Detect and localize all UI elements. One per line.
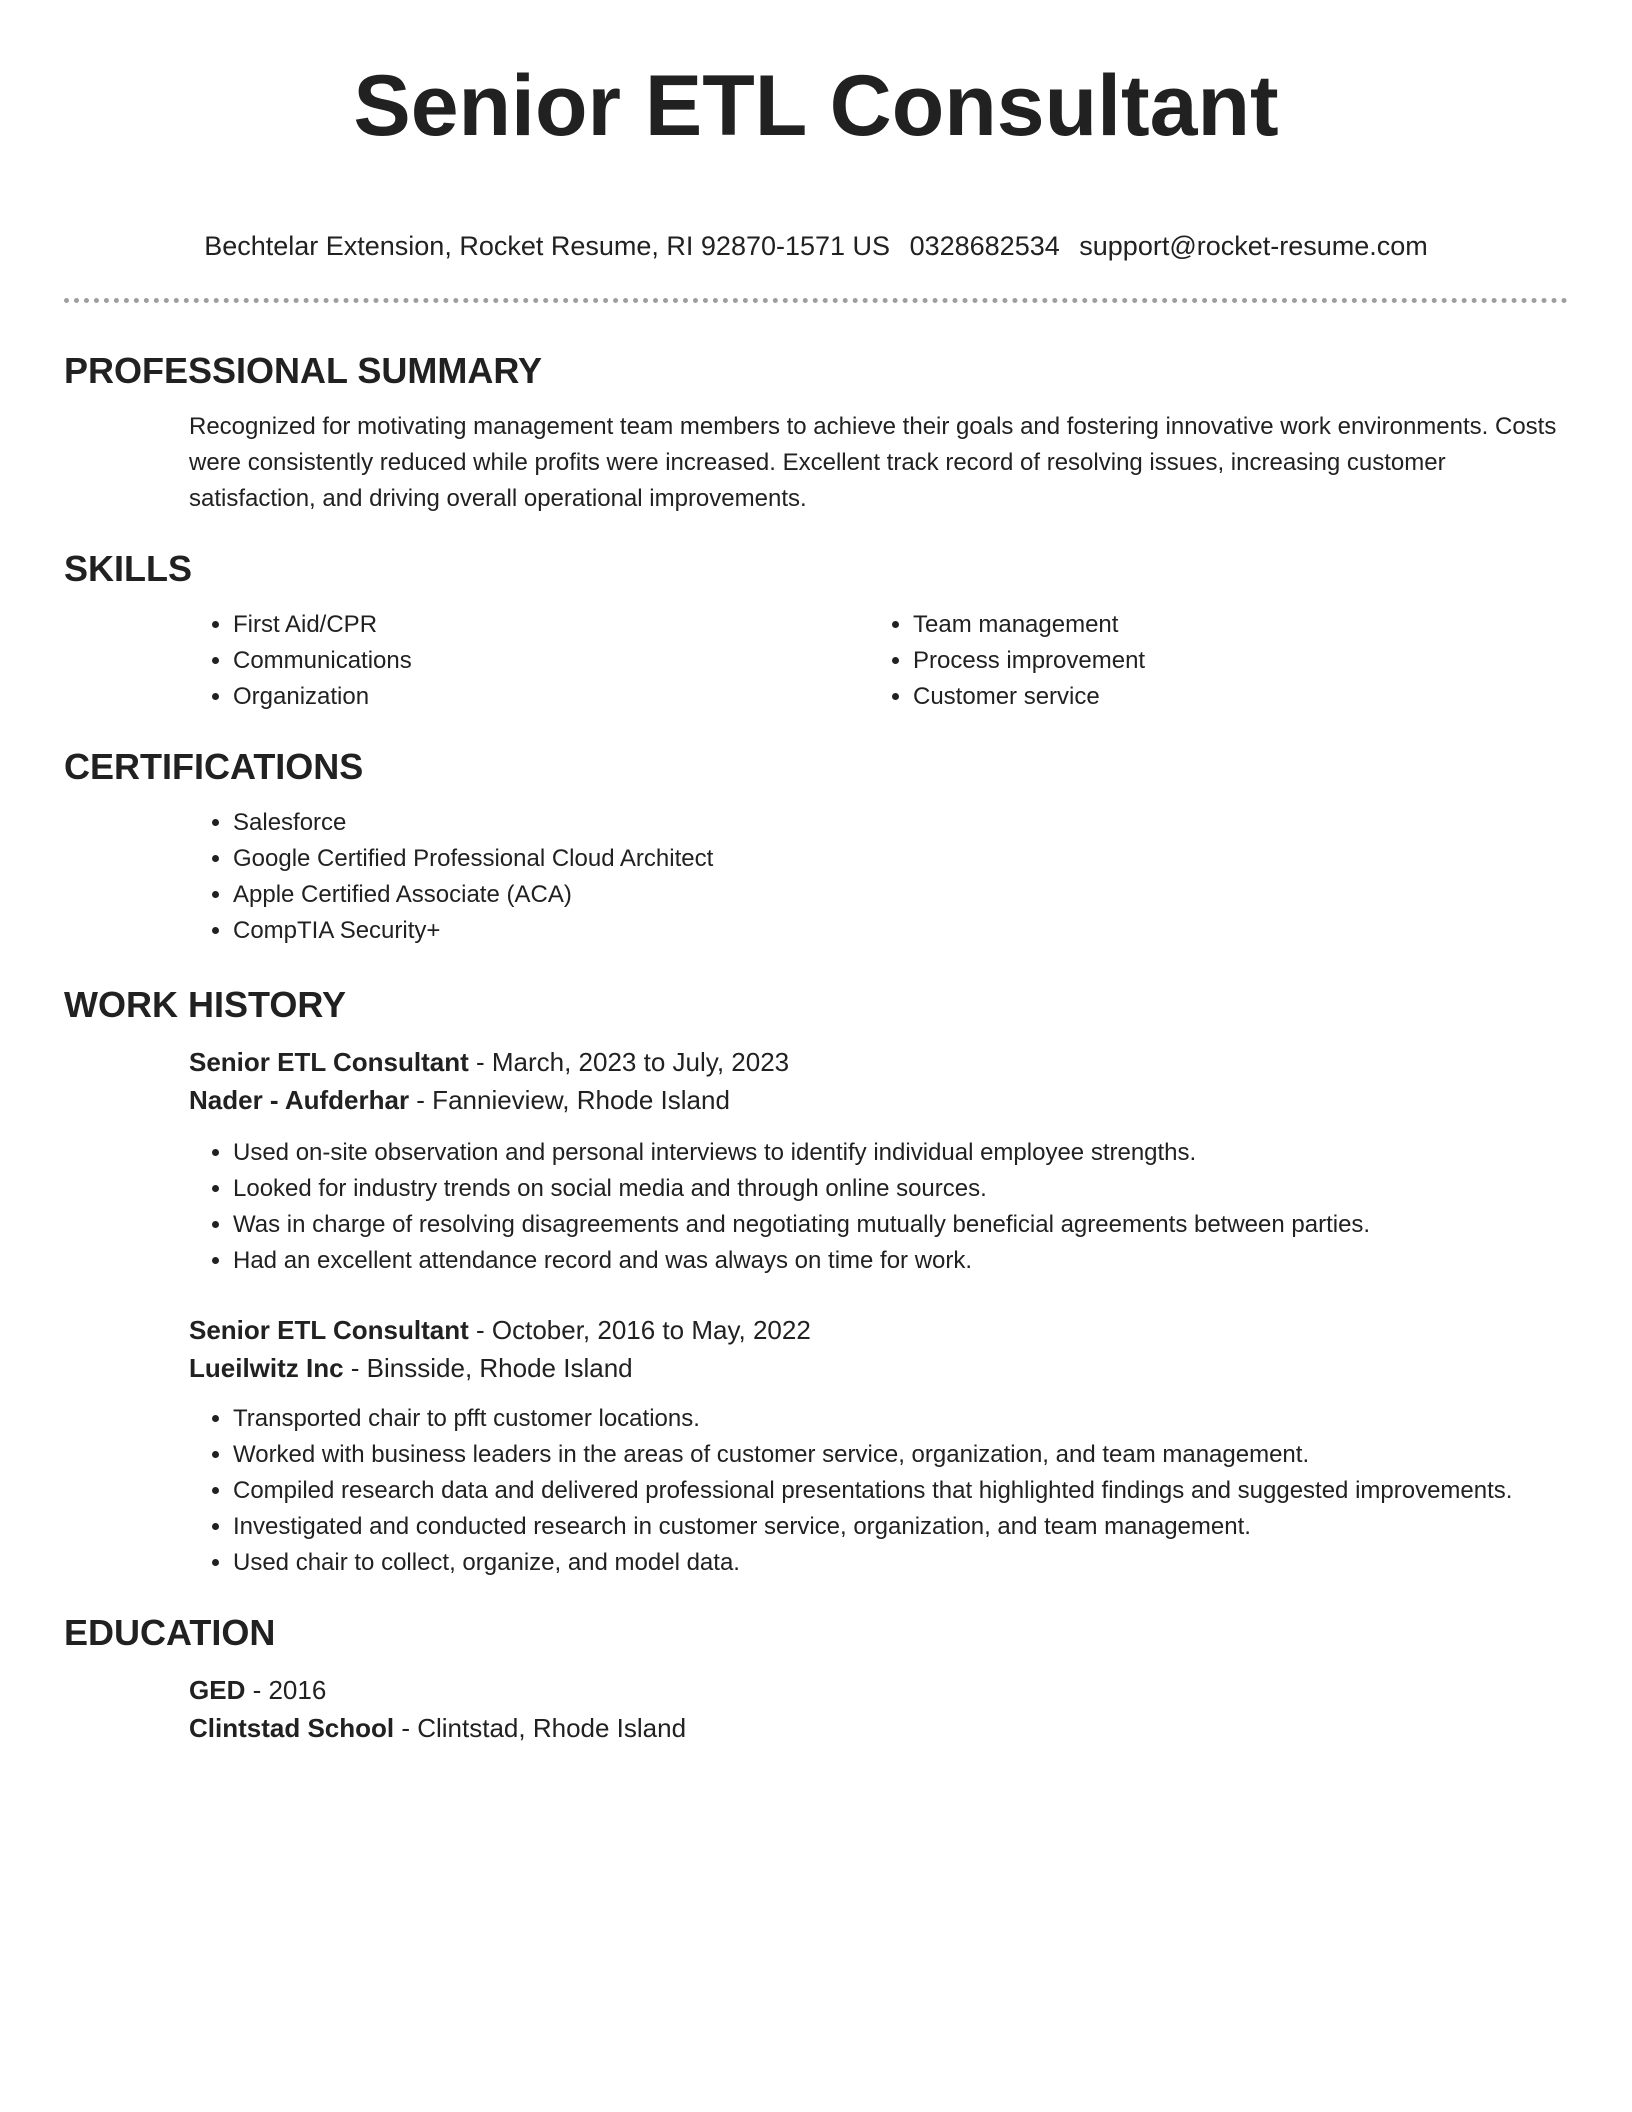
job-company: Nader - Aufderhar <box>189 1085 410 1115</box>
job-bullet: • Used chair to collect, organize, and model data. <box>233 1545 1568 1581</box>
skill-item: • First Aid/CPR <box>233 607 869 643</box>
work-history-body <box>64 1043 1568 1581</box>
skill-item: • Team management <box>913 607 1549 643</box>
skills-heading: SKILLS <box>64 548 193 589</box>
job-entry <box>189 1043 1568 1279</box>
skills-section <box>64 547 1568 715</box>
job-company: Lueilwitz Inc <box>189 1353 344 1383</box>
summary-heading: PROFESSIONAL SUMMARY <box>64 350 543 391</box>
skills-column-right <box>869 607 1549 715</box>
certifications-section <box>64 745 1568 949</box>
job-title-line <box>189 1311 1568 1349</box>
summary-section <box>64 349 1568 517</box>
summary-body <box>64 409 1568 517</box>
job-company-line <box>189 1349 1568 1387</box>
education-heading: EDUCATION <box>64 1612 276 1653</box>
job-company-line <box>189 1081 1568 1119</box>
skills-body <box>64 607 1568 715</box>
job-title-line <box>189 1043 1568 1081</box>
job-bullet: • Worked with business leaders in the areas of customer service, organization, and team management. <box>233 1437 1568 1473</box>
work-history-heading: WORK HISTORY <box>64 984 347 1025</box>
education-year: - 2016 <box>245 1675 327 1705</box>
skill-item: • Process improvement <box>913 643 1549 679</box>
work-history-section <box>64 983 1568 1581</box>
job-bullets <box>189 1135 1568 1279</box>
resume-name: Senior ETL Consultant <box>353 58 1279 154</box>
job-bullet: • Used on-site observation and personal interviews to identify individual employee strengths. <box>233 1135 1568 1171</box>
skills-list-right <box>869 607 1549 715</box>
education-location: - Clintstad, Rhode Island <box>394 1713 687 1743</box>
job-entry <box>189 1311 1568 1581</box>
job-role: Senior ETL Consultant <box>189 1315 469 1345</box>
job-bullet: • Investigated and conducted research in customer service, organization, and team management. <box>233 1509 1568 1545</box>
job-bullet: • Was in charge of resolving disagreements and negotiating mutually beneficial agreements between parties. <box>233 1207 1568 1243</box>
certification-item: • Google Certified Professional Cloud Architect <box>233 841 1568 877</box>
skills-column-left <box>189 607 869 715</box>
certifications-body <box>64 805 1568 949</box>
job-bullet: • Had an excellent attendance record and was always on time for work. <box>233 1243 1568 1279</box>
job-location: - Binsside, Rhode Island <box>343 1353 633 1383</box>
education-degree: GED <box>189 1675 246 1705</box>
skills-grid <box>189 607 1568 715</box>
contact-email: support@rocket-resume.com <box>1079 231 1428 261</box>
skill-item: • Communications <box>233 643 869 679</box>
education-school: Clintstad School <box>189 1713 395 1743</box>
education-body <box>64 1671 1568 1747</box>
education-school-line <box>189 1709 1568 1747</box>
job-role: Senior ETL Consultant <box>189 1047 469 1077</box>
header-divider <box>64 298 1568 303</box>
job-dates: - March, 2023 to July, 2023 <box>468 1047 790 1077</box>
contact-address: Bechtelar Extension, Rocket Resume, RI 92870-1571 US <box>204 231 891 261</box>
job-bullet: • Compiled research data and delivered professional presentations that highlighted findings and suggested improvements. <box>233 1473 1568 1509</box>
job-location: - Fannieview, Rhode Island <box>409 1085 730 1115</box>
certification-item: • Apple Certified Associate (ACA) <box>233 877 1568 913</box>
contact-line <box>64 228 1568 264</box>
job-bullet: • Looked for industry trends on social media and through online sources. <box>233 1171 1568 1207</box>
contact-phone: 0328682534 <box>909 231 1060 261</box>
skills-list-left <box>189 607 869 715</box>
education-degree-line <box>189 1671 1568 1709</box>
certifications-list <box>189 805 1568 949</box>
summary-text: Recognized for motivating management team members to achieve their goals and fostering innovative work environments. Costs were consistently reduced while profits were increased. Excellent track record of resolving issues, increasing customer satisfaction, and driving overall operational improvements. <box>189 413 1557 512</box>
skill-item: • Organization <box>233 679 869 715</box>
certifications-heading: CERTIFICATIONS <box>64 746 364 787</box>
skill-item: • Customer service <box>913 679 1549 715</box>
certification-item: • Salesforce <box>233 805 1568 841</box>
certification-item: • CompTIA Security+ <box>233 913 1568 949</box>
education-section <box>64 1611 1568 1747</box>
job-bullet: • Transported chair to pfft customer locations. <box>233 1401 1568 1437</box>
job-dates: - October, 2016 to May, 2022 <box>468 1315 811 1345</box>
job-bullets <box>189 1401 1568 1581</box>
